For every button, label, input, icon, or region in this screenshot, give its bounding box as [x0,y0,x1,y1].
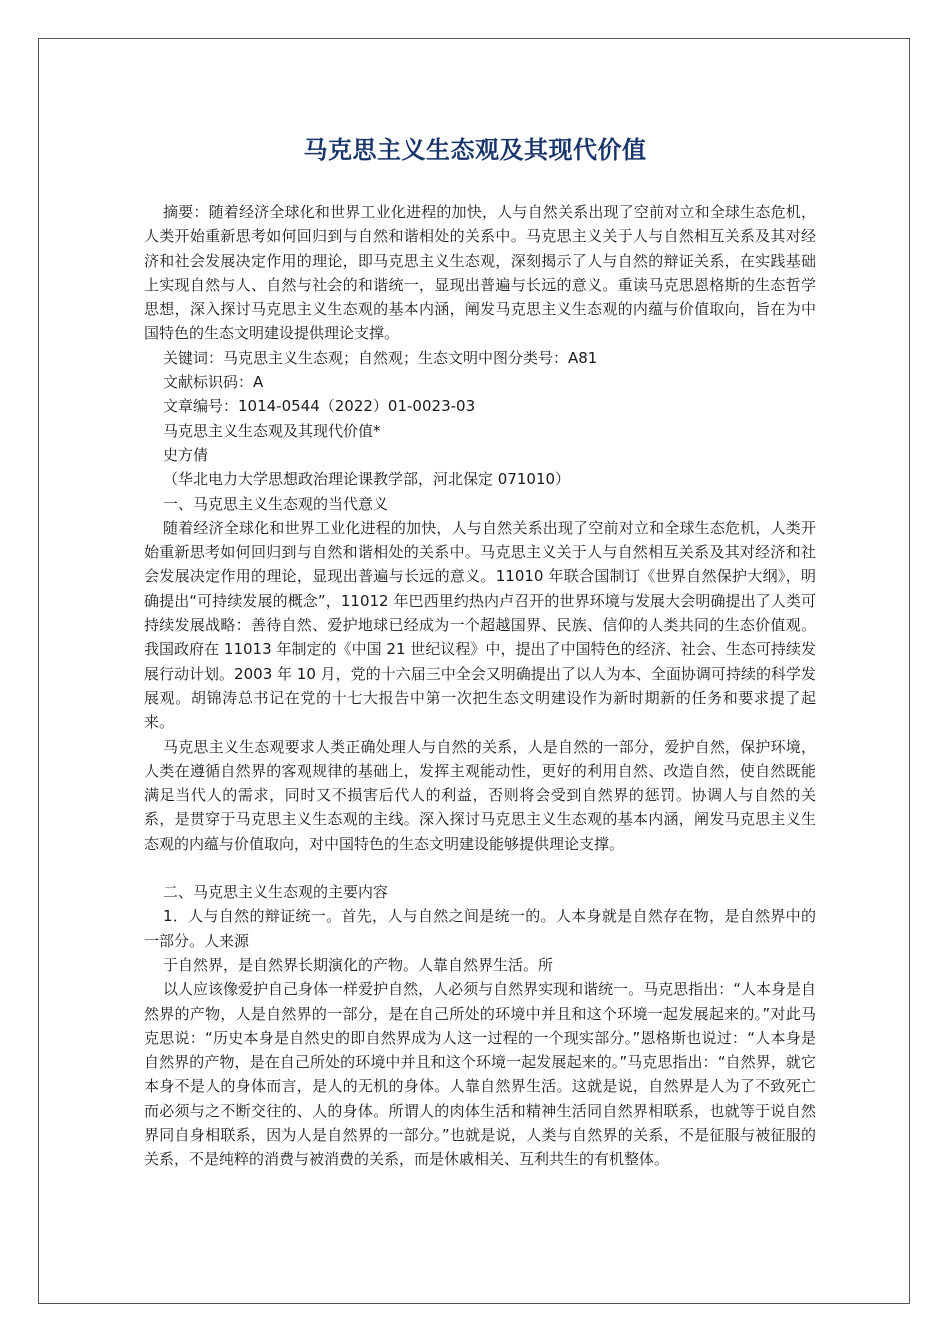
article-number-line: 文章编号：1014-0544（2022）01-0023-03 [163,397,476,416]
section-heading-1: 一、马克思主义生态观的当代意义 [163,494,389,513]
document-code-line: 文献标识码：A [163,373,264,392]
abstract-paragraph: 摘要：随着经济全球化和世界工业化进程的加快，人与自然关系出现了空前对立和全球生态危机，人类开始重新思考如何回归到与自然和谐相处的关系中。马克思主义关于人与自然相互关系及其对经济和社会发展决定作用的理论，即马克思主义生态观，深刻揭示了人与自然的辩证关系，在实践基础上实现自然与人、自然与社会的和谐统一，显现出普遍与长远的意义。重读马克思恩格斯的生态哲学思想，深入探讨马克思主义生态观的基本内涵，阐发马克思主义生态观的内蕴与价值取向，旨在为中国特色的生态文明建设提供理论支撑。 [144,203,816,343]
document-body [144,200,816,1172]
section2-item-1-continued-1: 于自然界，是自然界长期演化的产物。人靠自然界生活。所 [163,955,554,974]
section2-item-1: 1．人与自然的辩证统一。首先，人与自然之间是统一的。人本身就是自然存在物，是自然界中的一部分。人来源 [144,907,816,950]
section1-paragraph-2: 马克思主义生态观要求人类正确处理人与自然的关系，人是自然的一部分，爱护自然，保护环境，人类在遵循自然界的客观规律的基础上，发挥主观能动性，更好的利用自然、改造自然，使自然既能满足当代人的需求，同时又不损害后代人的利益，否则将会受到自然界的惩罚。协调人与自然的关系，是贯穿于马克思主义生态观的主线。深入探讨马克思主义生态观的基本内涵，阐发马克思主义生态观的内蕴与价值取向，对中国特色的生态文明建设能够提供理论支撑。 [144,737,816,853]
author-affiliation: （华北电力大学思想政治理论课教学部，河北保定 071010） [163,470,571,489]
author-name: 史方倩 [163,445,209,464]
paragraph-spacer [144,856,816,880]
section2-item-1-continued-2: 以人应该像爱护自己身体一样爱护自然，人必须与自然界实现和谐统一。马克思指出：“人本身是自然界的产物，人是自然界的一部分，是在自己所处的环境中并且和这个环境一起发展起来的。”对此马克思说：“历史本身是自然史的即自然界成为人这一过程的一个现实部分。”恩格斯也说过：“人本身是自然界的产物，是在自己所处的环境中并且和这个环境一起发展起来的。”马克思指出：“自然界，就它本身不是人的身体而言，是人的无机的身体。人靠自然界生活。这就是说，自然界是人为了不致死亡而必须与之不断交往的、人的身体。所谓人的肉体生活和精神生活同自然界相联系，也就等于说自然界同自身相联系，因为人是自然界的一部分。”也就是说，人类与自然界的关系，不是征服与被征服的关系，不是纯粹的消费与被消费的关系，而是休戚相关、互利共生的有机整体。 [144,980,816,1169]
repeated-title-line: 马克思主义生态观及其现代价值* [163,421,381,440]
keywords-line: 关键词：马克思主义生态观；自然观；生态文明中图分类号：A81 [163,348,598,367]
section-heading-2: 二、马克思主义生态观的主要内容 [163,883,389,902]
document-title: 马克思主义生态观及其现代价值 [303,136,647,164]
section1-paragraph-1: 随着经济全球化和世界工业化进程的加快，人与自然关系出现了空前对立和全球生态危机，人类开始重新思考如何回归到与自然和谐相处的关系中。马克思主义关于人与自然相互关系及其对经济和社会发展决定作用的理论，显现出普遍与长远的意义。11010 年联合国制订《世界自然保护大纲》，明确提出“可持续发展的概念”，11012 年巴西里约热内卢召开的世界环境与发展大会明确提出了人类可持续发展战略：善待自然、爱护地球已经成为一个超越国界、民族、信仰的人类共同的生态价值观。我国政府在 11013 年制定的《中国 21 世纪议程》中，提出了中国特色的经济、社会、生态可持续发展行动计划。2003 年 10 月，党的十六届三中全会又明确提出了以人为本、全面协调可持续的科学发展观。胡锦涛总书记在党的十七大报告中第一次把生态文明建设作为新时期新的任务和要求提了起来。 [144,518,816,732]
